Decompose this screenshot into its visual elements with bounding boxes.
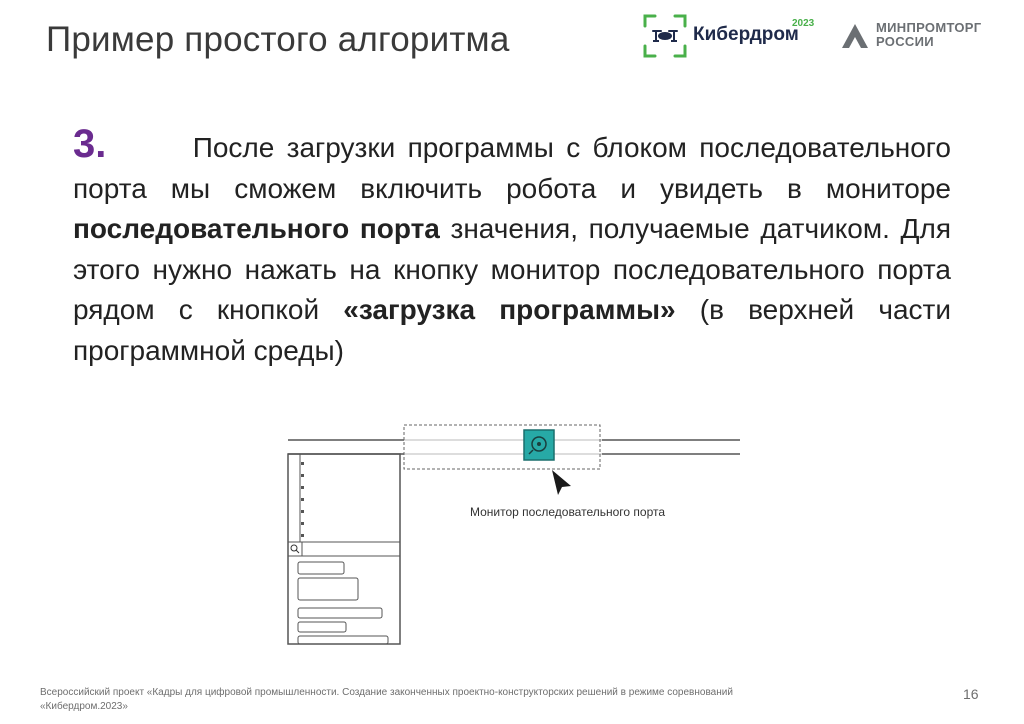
instruction-paragraph bbox=[73, 124, 951, 371]
minpromtorg-logo bbox=[840, 18, 1000, 54]
kiberdrom-logo-text: Кибердром bbox=[693, 24, 799, 45]
drone-icon bbox=[643, 14, 687, 58]
ide-illustration bbox=[286, 422, 746, 646]
page-number: 16 bbox=[963, 686, 979, 702]
instruction-text-part3: (в верхней части программной среды) bbox=[73, 294, 951, 366]
step-number: 3. bbox=[73, 122, 107, 166]
minpromtorg-line1: МИНПРОМТОРГ bbox=[876, 20, 982, 35]
kiberdrom-logo bbox=[643, 14, 823, 58]
instruction-bold-upload-program: «загрузка программы» bbox=[343, 294, 676, 325]
footer-text: Всероссийский проект «Кадры для цифровой промышленности. Создание законченных проектно-конструкторских решений в режиме соревнований «Кибердром.2023» bbox=[40, 687, 733, 712]
instruction-text-part1: После загрузки программы с блоком последовательного порта мы сможем включить робота и увидеть в мониторе bbox=[73, 132, 951, 204]
cursor-arrow-icon bbox=[552, 470, 571, 495]
instruction-text-part2: значения, получаемые датчиком. Для этого нужно нажать на кнопку монитор последовательного порта рядом с кнопкой bbox=[73, 213, 951, 325]
minpromtorg-line2: РОССИИ bbox=[876, 34, 934, 49]
minpromtorg-emblem-icon bbox=[840, 20, 870, 50]
kiberdrom-logo-year: 2023 bbox=[792, 18, 815, 29]
serial-monitor-caption: Монитор последовательного порта bbox=[470, 505, 666, 519]
slide-title: Пример простого алгоритма bbox=[46, 20, 510, 59]
serial-monitor-button-icon bbox=[524, 430, 554, 460]
instruction-bold-serial-port: последовательного порта bbox=[73, 213, 440, 244]
